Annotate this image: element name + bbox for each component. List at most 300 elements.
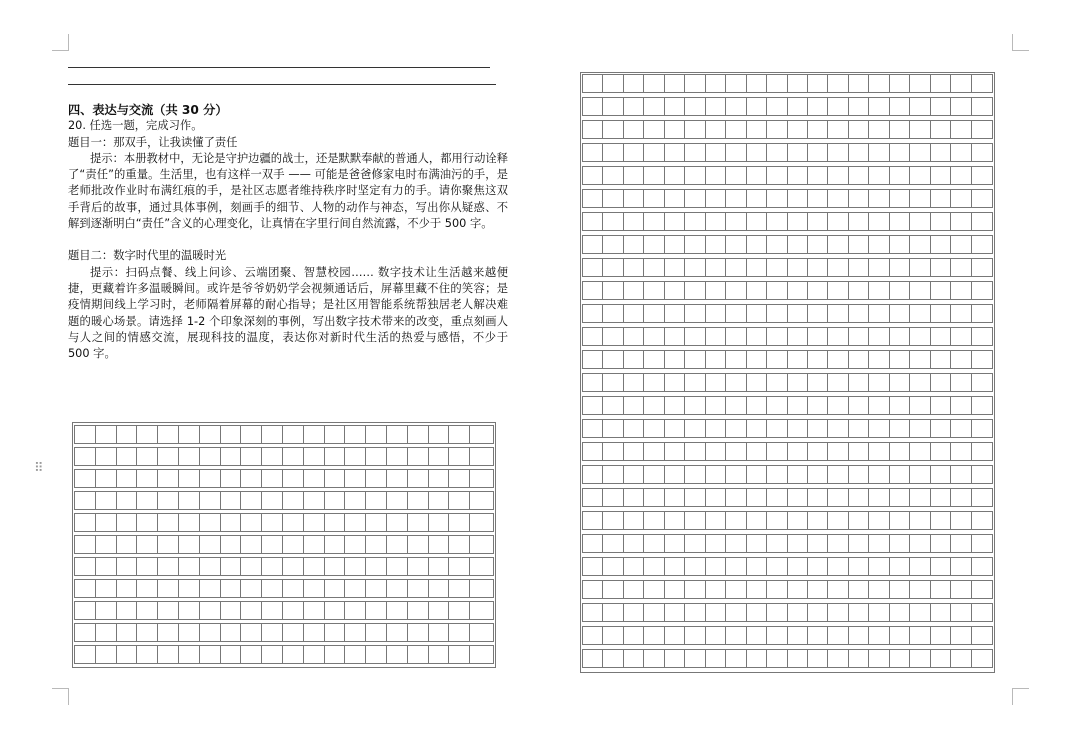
- grid-cell[interactable]: [726, 443, 746, 460]
- grid-cell[interactable]: [828, 581, 848, 598]
- grid-cell[interactable]: [808, 627, 828, 644]
- grid-cell[interactable]: [603, 167, 623, 184]
- grid-cell[interactable]: [910, 512, 930, 529]
- grid-cell[interactable]: [808, 144, 828, 161]
- grid-cell[interactable]: [869, 98, 889, 115]
- grid-cell[interactable]: [200, 624, 221, 641]
- grid-cell[interactable]: [808, 190, 828, 207]
- grid-cell[interactable]: [117, 558, 138, 575]
- grid-cell[interactable]: [706, 535, 726, 552]
- grid-cell[interactable]: [665, 512, 685, 529]
- grid-cell[interactable]: [726, 397, 746, 414]
- grid-cell[interactable]: [241, 536, 262, 553]
- grid-cell[interactable]: [931, 397, 951, 414]
- grid-cell[interactable]: [972, 374, 992, 391]
- grid-cell[interactable]: [408, 602, 429, 619]
- grid-cell[interactable]: [726, 581, 746, 598]
- grid-cell[interactable]: [603, 489, 623, 506]
- grid-cell[interactable]: [665, 121, 685, 138]
- grid-cell[interactable]: [910, 627, 930, 644]
- grid-cell[interactable]: [603, 144, 623, 161]
- grid-cell[interactable]: [387, 580, 408, 597]
- grid-cell[interactable]: [726, 374, 746, 391]
- grid-cell[interactable]: [583, 443, 603, 460]
- grid-cell[interactable]: [951, 604, 971, 621]
- grid-cell[interactable]: [345, 448, 366, 465]
- grid-cell[interactable]: [96, 624, 117, 641]
- grid-cell[interactable]: [890, 190, 910, 207]
- grid-cell[interactable]: [200, 580, 221, 597]
- grid-cell[interactable]: [470, 602, 491, 619]
- grid-cell[interactable]: [788, 236, 808, 253]
- grid-cell[interactable]: [429, 492, 450, 509]
- grid-cell[interactable]: [624, 443, 644, 460]
- grid-cell[interactable]: [910, 282, 930, 299]
- grid-cell[interactable]: [931, 328, 951, 345]
- grid-cell[interactable]: [910, 650, 930, 667]
- grid-cell[interactable]: [808, 443, 828, 460]
- grid-cell[interactable]: [96, 646, 117, 663]
- grid-cell[interactable]: [910, 305, 930, 322]
- grid-cell[interactable]: [808, 328, 828, 345]
- grid-cell[interactable]: [808, 581, 828, 598]
- grid-cell[interactable]: [747, 535, 767, 552]
- grid-cell[interactable]: [583, 604, 603, 621]
- grid-cell[interactable]: [706, 489, 726, 506]
- grid-cell[interactable]: [583, 627, 603, 644]
- grid-cell[interactable]: [931, 98, 951, 115]
- grid-cell[interactable]: [408, 558, 429, 575]
- grid-cell[interactable]: [869, 466, 889, 483]
- grid-cell[interactable]: [644, 75, 664, 92]
- grid-cell[interactable]: [644, 190, 664, 207]
- grid-cell[interactable]: [387, 426, 408, 443]
- grid-cell[interactable]: [158, 602, 179, 619]
- grid-cell[interactable]: [849, 121, 869, 138]
- grid-cell[interactable]: [583, 282, 603, 299]
- grid-cell[interactable]: [931, 167, 951, 184]
- grid-cell[interactable]: [408, 536, 429, 553]
- grid-cell[interactable]: [788, 604, 808, 621]
- grid-cell[interactable]: [117, 448, 138, 465]
- grid-cell[interactable]: [200, 536, 221, 553]
- grid-cell[interactable]: [75, 426, 96, 443]
- grid-cell[interactable]: [685, 420, 705, 437]
- grid-cell[interactable]: [706, 351, 726, 368]
- grid-cell[interactable]: [747, 98, 767, 115]
- grid-cell[interactable]: [304, 470, 325, 487]
- grid-cell[interactable]: [137, 470, 158, 487]
- grid-cell[interactable]: [767, 604, 787, 621]
- grid-cell[interactable]: [624, 236, 644, 253]
- grid-cell[interactable]: [706, 420, 726, 437]
- grid-cell[interactable]: [788, 397, 808, 414]
- grid-cell[interactable]: [137, 514, 158, 531]
- grid-cell[interactable]: [726, 121, 746, 138]
- grid-cell[interactable]: [644, 512, 664, 529]
- grid-cell[interactable]: [890, 75, 910, 92]
- grid-cell[interactable]: [96, 558, 117, 575]
- grid-cell[interactable]: [972, 627, 992, 644]
- grid-cell[interactable]: [747, 581, 767, 598]
- grid-cell[interactable]: [706, 397, 726, 414]
- grid-cell[interactable]: [849, 604, 869, 621]
- grid-cell[interactable]: [869, 558, 889, 575]
- grid-cell[interactable]: [366, 492, 387, 509]
- grid-cell[interactable]: [706, 604, 726, 621]
- grid-cell[interactable]: [706, 374, 726, 391]
- grid-cell[interactable]: [890, 443, 910, 460]
- grid-cell[interactable]: [726, 351, 746, 368]
- grid-cell[interactable]: [221, 536, 242, 553]
- grid-cell[interactable]: [869, 351, 889, 368]
- grid-cell[interactable]: [747, 489, 767, 506]
- grid-cell[interactable]: [808, 489, 828, 506]
- grid-cell[interactable]: [808, 374, 828, 391]
- grid-cell[interactable]: [387, 646, 408, 663]
- grid-cell[interactable]: [828, 236, 848, 253]
- grid-cell[interactable]: [890, 351, 910, 368]
- grid-cell[interactable]: [788, 558, 808, 575]
- grid-cell[interactable]: [241, 646, 262, 663]
- grid-cell[interactable]: [706, 328, 726, 345]
- grid-cell[interactable]: [449, 624, 470, 641]
- grid-cell[interactable]: [583, 351, 603, 368]
- grid-cell[interactable]: [387, 558, 408, 575]
- grid-cell[interactable]: [304, 492, 325, 509]
- grid-cell[interactable]: [808, 282, 828, 299]
- grid-cell[interactable]: [931, 259, 951, 276]
- grid-cell[interactable]: [387, 536, 408, 553]
- grid-cell[interactable]: [117, 646, 138, 663]
- grid-cell[interactable]: [726, 190, 746, 207]
- grid-cell[interactable]: [788, 328, 808, 345]
- grid-cell[interactable]: [325, 448, 346, 465]
- grid-cell[interactable]: [869, 650, 889, 667]
- grid-cell[interactable]: [726, 328, 746, 345]
- grid-cell[interactable]: [665, 489, 685, 506]
- grid-cell[interactable]: [179, 536, 200, 553]
- grid-cell[interactable]: [449, 470, 470, 487]
- grid-cell[interactable]: [408, 426, 429, 443]
- grid-cell[interactable]: [890, 581, 910, 598]
- grid-cell[interactable]: [890, 167, 910, 184]
- grid-cell[interactable]: [951, 627, 971, 644]
- grid-cell[interactable]: [603, 581, 623, 598]
- grid-cell[interactable]: [366, 580, 387, 597]
- grid-cell[interactable]: [849, 144, 869, 161]
- grid-cell[interactable]: [747, 558, 767, 575]
- grid-cell[interactable]: [665, 466, 685, 483]
- grid-cell[interactable]: [951, 282, 971, 299]
- grid-cell[interactable]: [788, 512, 808, 529]
- grid-cell[interactable]: [869, 121, 889, 138]
- grid-cell[interactable]: [890, 489, 910, 506]
- grid-cell[interactable]: [706, 581, 726, 598]
- grid-cell[interactable]: [583, 167, 603, 184]
- grid-cell[interactable]: [644, 144, 664, 161]
- grid-cell[interactable]: [685, 351, 705, 368]
- grid-cell[interactable]: [345, 470, 366, 487]
- grid-cell[interactable]: [345, 514, 366, 531]
- grid-cell[interactable]: [665, 535, 685, 552]
- grid-cell[interactable]: [262, 624, 283, 641]
- grid-cell[interactable]: [726, 604, 746, 621]
- grid-cell[interactable]: [200, 470, 221, 487]
- grid-cell[interactable]: [665, 443, 685, 460]
- grid-cell[interactable]: [972, 351, 992, 368]
- grid-cell[interactable]: [808, 650, 828, 667]
- grid-cell[interactable]: [583, 121, 603, 138]
- grid-cell[interactable]: [972, 443, 992, 460]
- grid-cell[interactable]: [849, 374, 869, 391]
- grid-cell[interactable]: [910, 121, 930, 138]
- grid-cell[interactable]: [685, 535, 705, 552]
- grid-cell[interactable]: [767, 121, 787, 138]
- grid-cell[interactable]: [283, 558, 304, 575]
- grid-cell[interactable]: [325, 470, 346, 487]
- grid-cell[interactable]: [910, 558, 930, 575]
- grid-cell[interactable]: [603, 305, 623, 322]
- grid-cell[interactable]: [910, 443, 930, 460]
- grid-cell[interactable]: [767, 213, 787, 230]
- grid-cell[interactable]: [685, 627, 705, 644]
- grid-cell[interactable]: [644, 98, 664, 115]
- grid-cell[interactable]: [583, 650, 603, 667]
- grid-cell[interactable]: [808, 167, 828, 184]
- grid-cell[interactable]: [767, 650, 787, 667]
- grid-cell[interactable]: [767, 236, 787, 253]
- grid-cell[interactable]: [726, 466, 746, 483]
- grid-cell[interactable]: [767, 167, 787, 184]
- grid-cell[interactable]: [644, 213, 664, 230]
- grid-cell[interactable]: [583, 98, 603, 115]
- grid-cell[interactable]: [429, 646, 450, 663]
- writing-grid-left[interactable]: [72, 422, 496, 668]
- grid-cell[interactable]: [747, 305, 767, 322]
- grid-cell[interactable]: [869, 144, 889, 161]
- grid-cell[interactable]: [869, 397, 889, 414]
- grid-cell[interactable]: [951, 167, 971, 184]
- grid-cell[interactable]: [910, 420, 930, 437]
- grid-cell[interactable]: [869, 581, 889, 598]
- grid-cell[interactable]: [951, 98, 971, 115]
- grid-cell[interactable]: [951, 466, 971, 483]
- grid-cell[interactable]: [910, 397, 930, 414]
- grid-cell[interactable]: [325, 492, 346, 509]
- grid-cell[interactable]: [685, 282, 705, 299]
- grid-cell[interactable]: [767, 512, 787, 529]
- grid-cell[interactable]: [179, 492, 200, 509]
- grid-cell[interactable]: [603, 443, 623, 460]
- grid-cell[interactable]: [808, 558, 828, 575]
- grid-cell[interactable]: [767, 489, 787, 506]
- grid-cell[interactable]: [685, 558, 705, 575]
- grid-cell[interactable]: [706, 121, 726, 138]
- grid-cell[interactable]: [706, 512, 726, 529]
- grid-cell[interactable]: [726, 167, 746, 184]
- grid-cell[interactable]: [706, 466, 726, 483]
- grid-cell[interactable]: [262, 602, 283, 619]
- grid-cell[interactable]: [828, 144, 848, 161]
- grid-cell[interactable]: [644, 604, 664, 621]
- grid-cell[interactable]: [283, 470, 304, 487]
- grid-cell[interactable]: [767, 351, 787, 368]
- grid-cell[interactable]: [283, 646, 304, 663]
- grid-cell[interactable]: [583, 397, 603, 414]
- grid-cell[interactable]: [828, 397, 848, 414]
- grid-cell[interactable]: [890, 374, 910, 391]
- grid-cell[interactable]: [137, 602, 158, 619]
- grid-cell[interactable]: [931, 558, 951, 575]
- grid-cell[interactable]: [429, 448, 450, 465]
- grid-cell[interactable]: [429, 624, 450, 641]
- grid-cell[interactable]: [644, 167, 664, 184]
- grid-cell[interactable]: [387, 514, 408, 531]
- grid-cell[interactable]: [788, 535, 808, 552]
- grid-cell[interactable]: [767, 190, 787, 207]
- grid-cell[interactable]: [470, 624, 491, 641]
- grid-cell[interactable]: [890, 121, 910, 138]
- grid-cell[interactable]: [747, 627, 767, 644]
- grid-cell[interactable]: [747, 121, 767, 138]
- grid-cell[interactable]: [828, 328, 848, 345]
- grid-cell[interactable]: [158, 492, 179, 509]
- grid-cell[interactable]: [931, 650, 951, 667]
- grid-cell[interactable]: [706, 190, 726, 207]
- grid-cell[interactable]: [972, 190, 992, 207]
- grid-cell[interactable]: [75, 624, 96, 641]
- grid-cell[interactable]: [849, 443, 869, 460]
- grid-cell[interactable]: [828, 190, 848, 207]
- grid-cell[interactable]: [387, 602, 408, 619]
- grid-cell[interactable]: [828, 535, 848, 552]
- grid-cell[interactable]: [221, 492, 242, 509]
- grid-cell[interactable]: [603, 121, 623, 138]
- grid-cell[interactable]: [890, 535, 910, 552]
- grid-cell[interactable]: [808, 98, 828, 115]
- grid-cell[interactable]: [624, 627, 644, 644]
- grid-cell[interactable]: [603, 98, 623, 115]
- grid-cell[interactable]: [387, 470, 408, 487]
- grid-cell[interactable]: [325, 646, 346, 663]
- grid-cell[interactable]: [75, 448, 96, 465]
- grid-cell[interactable]: [951, 75, 971, 92]
- grid-cell[interactable]: [644, 581, 664, 598]
- grid-cell[interactable]: [644, 351, 664, 368]
- grid-cell[interactable]: [262, 558, 283, 575]
- grid-cell[interactable]: [117, 536, 138, 553]
- grid-cell[interactable]: [685, 236, 705, 253]
- grid-cell[interactable]: [685, 443, 705, 460]
- grid-cell[interactable]: [200, 646, 221, 663]
- grid-cell[interactable]: [747, 397, 767, 414]
- grid-cell[interactable]: [869, 282, 889, 299]
- grid-cell[interactable]: [200, 514, 221, 531]
- grid-cell[interactable]: [726, 489, 746, 506]
- grid-cell[interactable]: [706, 213, 726, 230]
- grid-cell[interactable]: [96, 470, 117, 487]
- grid-cell[interactable]: [726, 305, 746, 322]
- grid-cell[interactable]: [849, 397, 869, 414]
- grid-cell[interactable]: [624, 489, 644, 506]
- grid-cell[interactable]: [706, 144, 726, 161]
- grid-cell[interactable]: [849, 213, 869, 230]
- grid-cell[interactable]: [96, 514, 117, 531]
- grid-cell[interactable]: [283, 426, 304, 443]
- grid-cell[interactable]: [603, 420, 623, 437]
- grid-cell[interactable]: [470, 492, 491, 509]
- grid-cell[interactable]: [767, 443, 787, 460]
- grid-cell[interactable]: [706, 98, 726, 115]
- grid-cell[interactable]: [890, 144, 910, 161]
- grid-cell[interactable]: [788, 627, 808, 644]
- grid-cell[interactable]: [117, 470, 138, 487]
- grid-cell[interactable]: [931, 236, 951, 253]
- grid-cell[interactable]: [685, 374, 705, 391]
- grid-cell[interactable]: [665, 282, 685, 299]
- grid-cell[interactable]: [603, 259, 623, 276]
- grid-cell[interactable]: [262, 646, 283, 663]
- grid-cell[interactable]: [972, 604, 992, 621]
- grid-cell[interactable]: [828, 443, 848, 460]
- grid-cell[interactable]: [972, 259, 992, 276]
- grid-cell[interactable]: [767, 420, 787, 437]
- grid-cell[interactable]: [726, 558, 746, 575]
- grid-cell[interactable]: [788, 420, 808, 437]
- grid-cell[interactable]: [241, 470, 262, 487]
- grid-cell[interactable]: [788, 144, 808, 161]
- grid-cell[interactable]: [179, 448, 200, 465]
- grid-cell[interactable]: [644, 466, 664, 483]
- drag-handle-icon[interactable]: ⠿: [34, 461, 43, 476]
- grid-cell[interactable]: [624, 512, 644, 529]
- grid-cell[interactable]: [408, 646, 429, 663]
- grid-cell[interactable]: [644, 236, 664, 253]
- grid-cell[interactable]: [747, 213, 767, 230]
- grid-cell[interactable]: [685, 466, 705, 483]
- grid-cell[interactable]: [283, 448, 304, 465]
- grid-cell[interactable]: [665, 259, 685, 276]
- grid-cell[interactable]: [931, 305, 951, 322]
- grid-cell[interactable]: [624, 397, 644, 414]
- grid-cell[interactable]: [325, 602, 346, 619]
- grid-cell[interactable]: [849, 351, 869, 368]
- grid-cell[interactable]: [726, 144, 746, 161]
- grid-cell[interactable]: [828, 75, 848, 92]
- grid-cell[interactable]: [429, 580, 450, 597]
- grid-cell[interactable]: [767, 282, 787, 299]
- grid-cell[interactable]: [429, 536, 450, 553]
- grid-cell[interactable]: [96, 580, 117, 597]
- grid-cell[interactable]: [788, 282, 808, 299]
- grid-cell[interactable]: [624, 259, 644, 276]
- grid-cell[interactable]: [158, 448, 179, 465]
- grid-cell[interactable]: [665, 213, 685, 230]
- grid-cell[interactable]: [665, 167, 685, 184]
- grid-cell[interactable]: [767, 535, 787, 552]
- grid-cell[interactable]: [788, 305, 808, 322]
- grid-cell[interactable]: [910, 604, 930, 621]
- grid-cell[interactable]: [788, 466, 808, 483]
- grid-cell[interactable]: [931, 443, 951, 460]
- grid-cell[interactable]: [951, 144, 971, 161]
- grid-cell[interactable]: [685, 328, 705, 345]
- grid-cell[interactable]: [726, 259, 746, 276]
- grid-cell[interactable]: [583, 259, 603, 276]
- grid-cell[interactable]: [603, 650, 623, 667]
- grid-cell[interactable]: [951, 397, 971, 414]
